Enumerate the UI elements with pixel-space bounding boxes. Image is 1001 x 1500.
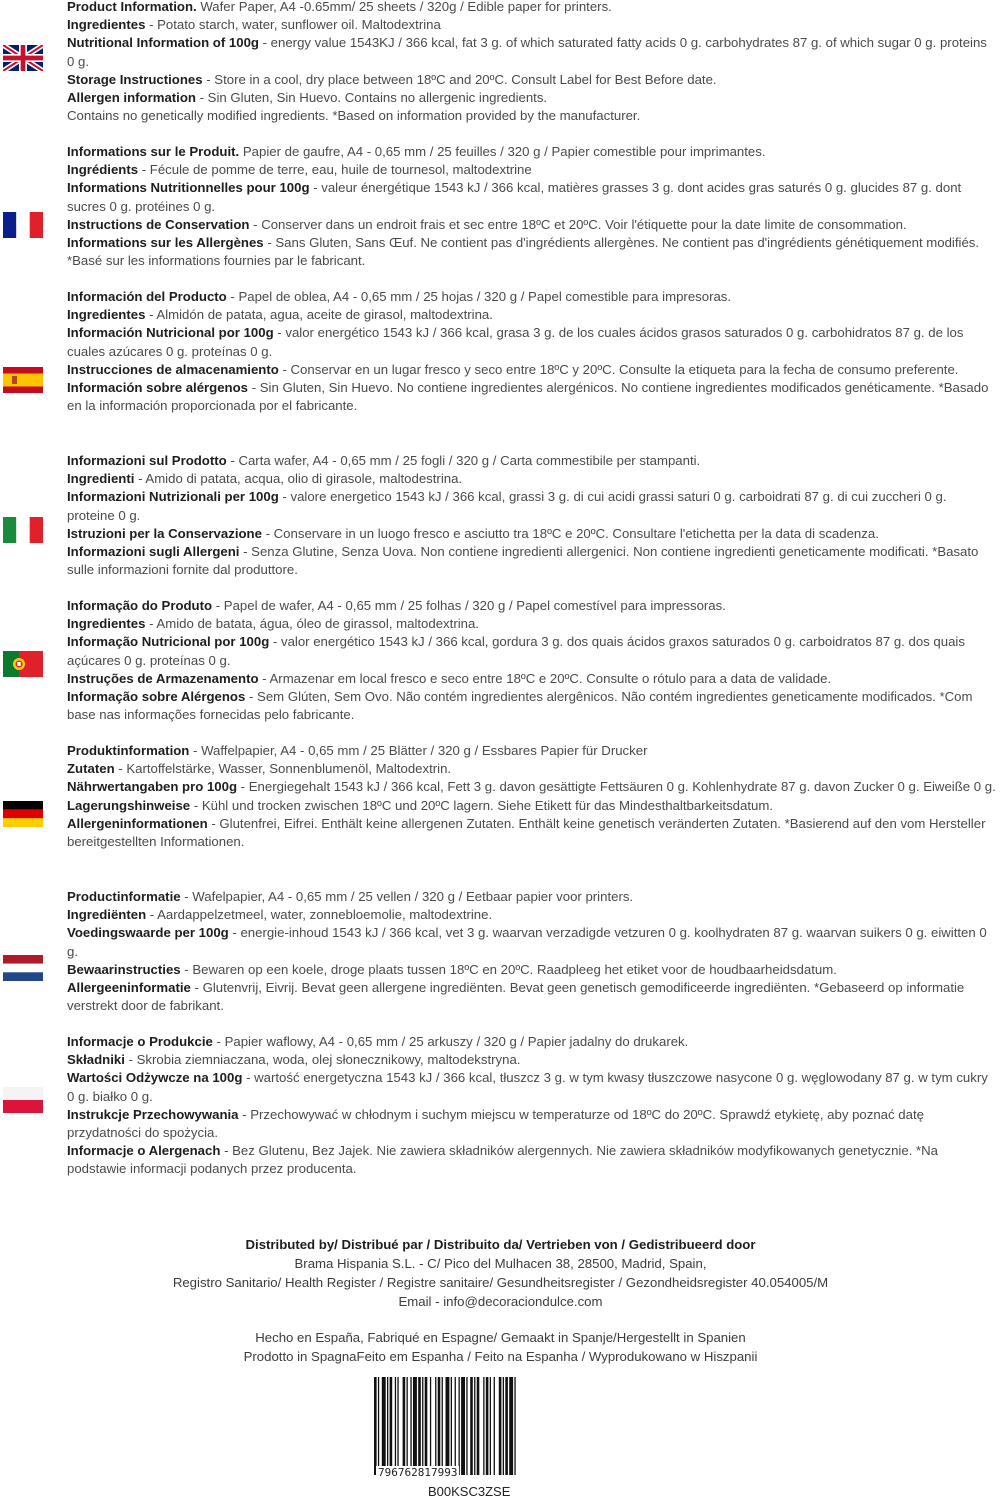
spain-flag-icon [3, 367, 43, 393]
info-text: - Armazenar em local fresco e seco entre 18ºC e 20ºC. Consulte o rótulo para a data de validade. [258, 670, 832, 686]
barcode-bar [499, 1377, 502, 1475]
barcode-bar [390, 1377, 393, 1475]
info-line [67, 16, 997, 34]
info-line [67, 1142, 997, 1178]
barcode-bar [446, 1377, 450, 1475]
info-label: Allergeninformationen [67, 815, 208, 831]
made-in-line-2: Prodotto in SpagnaFeito em Espanha / Feito na Espanha / Wyprodukowano w Hiszpanii [243, 1349, 758, 1364]
info-label: Informação sobre Alérgenos [67, 689, 246, 705]
info-label: Instrucciones de almacenamiento [67, 361, 279, 377]
info-label: Información sobre alérgenos [67, 380, 249, 396]
info-line [67, 179, 997, 215]
info-label: Ingrediënten [67, 907, 147, 923]
info-label: Wartości Odżywcze na 100g [67, 1070, 243, 1086]
info-label: Informação do Produto [67, 598, 213, 613]
product-info-pt [67, 597, 997, 724]
info-text: - Senza Glutine, Senza Uova. Non contiene ingredienti allergenici. Non contiene ingredienti geneticamente modificati. *Basato sulle informazioni fornite dal produttore. [67, 544, 979, 578]
info-line [67, 288, 997, 306]
barcode-bar [459, 1377, 460, 1475]
product-info-fr [67, 143, 997, 270]
info-text: - Przechowywać w chłodnym i suchym miejscu w temperaturze od 18ºC do 20ºC. Sprawdź etykietę, aby poznać datę przydatności do spożycia. [67, 1106, 924, 1141]
info-label: Información del Producto [67, 289, 227, 304]
info-label: Instrukcje Przechowywania [67, 1106, 239, 1122]
info-text: - Papel de wafer, A4 - 0,65 mm / 25 folhas / 320 g / Papel comestível para impressoras. [212, 598, 726, 613]
info-line [67, 979, 997, 1015]
netherlands-flag-icon [3, 955, 43, 981]
info-text: - Amido di patata, acqua, olio di girasole, maltodestrina. [134, 471, 463, 487]
barcode-bar [430, 1377, 431, 1475]
barcode-bar [387, 1377, 388, 1475]
barcode-bar [382, 1377, 386, 1475]
info-label: Ingredientes [67, 307, 146, 323]
info-line [67, 888, 997, 906]
info-label: Instruções de Armazenamento [67, 670, 259, 686]
product-info-pl [67, 1033, 997, 1179]
barcode-bar [442, 1377, 443, 1475]
info-text: - Conservare in un luogo fresco e asciutto tra 18ºC e 20ºC. Consultare l'etichetta per la data di scadenza. [261, 525, 879, 541]
info-line [67, 670, 997, 688]
info-label: Informations sur les Allergènes [67, 235, 264, 251]
info-text: - Glutenfrei, Eifrei. Enthält keine allergenen Zutaten. Enthält keine genetisch veränderten Zutaten. *Basierend auf den vom Hersteller bereitgestellten Informationen. [67, 815, 986, 850]
barcode-bar [461, 1377, 465, 1475]
info-text: - Carta wafer, A4 - 0,65 mm / 25 fogli / 320 g / Carta commestibile per stampanti. [226, 453, 701, 468]
info-line [67, 742, 997, 760]
barcode-bar [509, 1377, 513, 1475]
barcode-bar [494, 1377, 495, 1475]
info-line [67, 71, 997, 89]
info-label: Informacje o Produkcie [67, 1034, 213, 1049]
info-label: Informations Nutritionnelles pour 100g [67, 180, 310, 196]
barcode-bar [374, 1377, 377, 1475]
info-text: - Store in a cool, dry place between 18ºC and 20ºC. Consult Label for Best Before date. [202, 71, 717, 87]
info-label: Informations sur le Produit. [67, 144, 240, 159]
info-line [67, 488, 997, 524]
product-info-es [67, 288, 997, 415]
info-label: Allergeeninformatie [67, 980, 191, 996]
info-line [67, 815, 997, 851]
info-text: Papier de gaufre, A4 - 0,65 mm / 25 feuilles / 320 g / Papier comestible pour imprimantes. [239, 144, 766, 159]
distributed-by-heading: Distributed by/ Distribué par / Distribuito da/ Vertrieben von / Gedistribueerd door [245, 1237, 756, 1252]
info-line [67, 107, 997, 125]
info-text: - energie-inhoud 1543 kJ / 366 kcal, vet 3 g. waarvan verzadigde vetzuren 0 g. koolhydraten 87 g. waarvan suikers 0 g. eiwitten 0 g. [67, 925, 987, 959]
info-label: Istruzioni per la Conservazione [67, 525, 262, 541]
barcode-bar [397, 1377, 398, 1475]
barcode-bar [395, 1377, 396, 1475]
info-label: Informazioni sul Prodotto [67, 453, 227, 468]
info-label: Składniki [67, 1052, 125, 1068]
barcode-bar [407, 1377, 408, 1475]
info-text: - Skrobia ziemniaczana, woda, olej słonecznikowy, maltodekstryna. [124, 1052, 521, 1068]
info-text: - valeur énergétique 1543 kJ / 366 kcal, matières grasses 3 g. dont acides gras saturés 0 g. glucides 87 g. dont sucres 0 g. protéines 0 g. [67, 180, 962, 214]
info-label: Informacje o Alergenach [67, 1143, 221, 1159]
info-text: Wafer Paper, A4 -0.65mm/ 25 sheets / 320g / Edible paper for printers. [196, 0, 612, 14]
info-line [67, 216, 997, 234]
product-code: B00KSC3ZSE [428, 1484, 511, 1499]
info-text: - valore energetico 1543 kJ / 366 kcal, grassi 3 g. di cui acidi grassi saturi 0 g. carboidrati 87 g. di cui zuccheri 0 g. proteine 0 g. [67, 489, 947, 523]
info-text: - Fécule de pomme de terre, eau, huile de tournesol, maltodextrine [138, 162, 532, 178]
barcode-bar [418, 1377, 421, 1475]
info-label: Productinformatie [67, 889, 181, 904]
info-text: - Papier waflowy, A4 - 0,65 mm / 25 arkuszy / 320 g / Papier jadalny do drukarek. [212, 1034, 689, 1049]
info-text: - Bez Glutenu, Bez Jajek. Nie zawiera składników alergennych. Nie zawiera składników modyfikowanych genetycznie. *Na podstawie informacji podanych przez producenta. [67, 1143, 939, 1177]
product-info-nl [67, 888, 997, 1015]
info-text: - Kartoffelstärke, Wasser, Sonnenblumenöl, Maltodextrin. [114, 761, 452, 777]
info-line [67, 234, 997, 270]
barcode-bar [470, 1377, 473, 1475]
uk-flag-icon [3, 45, 43, 71]
barcode-bar [490, 1377, 491, 1475]
germany-flag-icon [3, 801, 43, 827]
info-line [67, 1033, 997, 1051]
info-line [67, 470, 997, 488]
origin-info [0, 1328, 1001, 1366]
made-in-line-1: Hecho en España, Fabriqué en Espagne/ Gemaakt in Spanje/Hergestellt in Spanien [255, 1330, 746, 1345]
info-line [67, 0, 997, 16]
info-label: Zutaten [67, 761, 115, 777]
info-label: Voedingswaarde per 100g [67, 925, 229, 941]
info-text: - Wafelpapier, A4 - 0,65 mm / 25 vellen / 320 g / Eetbaar papier voor printers. [180, 889, 634, 904]
info-line [67, 543, 997, 579]
info-line [67, 161, 997, 179]
info-text: - wartość energetyczna 1543 kJ / 366 kcal, tłuszcz 3 g. w tym kwasy tłuszczowe nasycone 0 g. węglowodany 87 g. w tym cukry 0 g. białko 0 g. [67, 1070, 988, 1104]
info-line [67, 688, 997, 724]
info-text: - Glutenvrij, Eivrij. Bevat geen allergene ingrediënten. Bevat geen genetisch gemodificeerde ingrediënten. *Gebaseerd op informatie verstrekt door de fabrikant. [67, 980, 965, 1014]
info-text: - energy value 1543KJ / 366 kcal, fat 3 g. of which saturated fatty acids 0 g. carbohydrates 87 g. of which sugar 0 g. proteins 0 g. [67, 35, 987, 69]
info-label: Nutritional Information of 100g [67, 35, 259, 51]
info-line [67, 525, 997, 543]
barcode-bar [435, 1377, 436, 1475]
barcode-bar [378, 1377, 379, 1475]
info-line [67, 452, 997, 470]
barcode-bar [477, 1377, 480, 1475]
info-label: Ingrédients [67, 162, 139, 178]
barcode-bar [425, 1377, 428, 1475]
info-label: Allergen information [67, 90, 196, 106]
info-line [67, 1069, 997, 1105]
barcode-bar [514, 1377, 515, 1475]
portugal-flag-icon [3, 651, 43, 677]
info-line [67, 1106, 997, 1142]
info-text: - Papel de oblea, A4 - 0,65 mm / 25 hojas / 320 g / Papel comestible para impresoras. [226, 289, 732, 304]
info-text: - Kühl und trocken zwischen 18ºC und 20ºC lagern. Siehe Etikett für das Mindesthaltbarkeitsdatum. [190, 797, 773, 813]
info-line [67, 924, 997, 960]
info-text: - Sans Gluten, Sans Œuf. Ne contient pas d'ingrédients allergènes. Ne contient pas d'ingrédients génétiquement modifiés. *Basé sur les informations fournies par le fabricant. [67, 235, 980, 269]
product-info-it [67, 452, 997, 579]
info-line [67, 379, 997, 415]
barcode-number: 796762817993 [378, 1466, 458, 1479]
info-line [67, 633, 997, 669]
info-text: - Potato starch, water, sunflower oil. Maltodextrina [145, 17, 441, 33]
info-line [67, 778, 997, 796]
info-text: - Amido de batata, água, óleo de girassol, maltodextrina. [145, 616, 479, 632]
info-line [67, 906, 997, 924]
info-text: - valor energético 1543 kJ / 366 kcal, grasa 3 g. de los cuales ácidos grasos saturados 0 g. carbohidratos 87 g. de los cuales azúcares 0 g. proteínas 0 g. [67, 325, 964, 359]
poland-flag-icon [3, 1087, 43, 1113]
barcode-bar [413, 1377, 417, 1475]
barcode-bar [410, 1377, 411, 1475]
info-line [67, 143, 997, 161]
info-label: Ingredienti [67, 471, 135, 487]
info-label: Product Information. [67, 0, 197, 14]
info-line [67, 306, 997, 324]
info-label: Ingredientes [67, 616, 146, 632]
info-label: Informazioni Nutrizionali per 100g [67, 489, 279, 505]
info-text: - Conservar en un lugar fresco y seco entre 18ºC y 20ºC. Consulte la etiqueta para la fecha de consumo preferente. [278, 361, 959, 377]
contact-email: Email - info@decoraciondulce.com [398, 1294, 603, 1309]
info-label: Nährwertangaben pro 100g [67, 779, 238, 795]
info-line [67, 1051, 997, 1069]
info-line [67, 89, 997, 107]
company-address: Brama Hispania S.L. - C/ Pico del Mulhacen 38, 28500, Madrid, Spain, [294, 1256, 707, 1271]
barcode-bar [403, 1377, 406, 1475]
info-line [67, 615, 997, 633]
barcode-bar [455, 1377, 456, 1475]
info-text: - valor energético 1543 kJ / 366 kcal, gordura 3 g. dos quais ácidos graxos saturados 0 g. carboidratos 87 g. dos quais açúcares 0 g. proteínas 0 g. [67, 634, 965, 668]
product-info-de [67, 742, 997, 851]
info-line [67, 324, 997, 360]
info-text: - Energiegehalt 1543 kJ / 366 kcal, Fett 3 g. davon gesättigte Fettsäuren 0 g. Kohlenhydrate 87 g. davon Zucker 0 g. Eiweiße 0 g. [237, 779, 996, 795]
barcode-bar [474, 1377, 475, 1475]
barcode [372, 1377, 564, 1500]
info-text: - Aardappelzetmeel, water, zonnebloemolie, maltodextrine. [146, 907, 493, 923]
info-line [67, 797, 997, 815]
info-text: - Sem Glúten, Sem Ovo. Não contém ingredientes alergênicos. Não contém ingredientes geneticamente modificados. *Com base nas informações fornecidas pelo fabricante. [67, 689, 973, 723]
barcode-bar [483, 1377, 484, 1475]
info-text: - Conserver dans un endroit frais et sec entre 18ºC et 20ºC. Voir l'étiquette pour la date limite de consommation. [249, 216, 907, 232]
info-text: - Almidón de patata, agua, aceite de girasol, maltodextrina. [145, 307, 493, 323]
info-label: Información Nutricional por 100g [67, 325, 274, 341]
info-label: Instructions de Conservation [67, 216, 250, 232]
info-label: Storage Instructiones [67, 71, 203, 87]
product-info-en [67, 0, 997, 125]
barcode-bar [466, 1377, 467, 1475]
barcode-bar [486, 1377, 489, 1475]
france-flag-icon [3, 212, 43, 238]
info-line [67, 760, 997, 778]
info-text: - Sin Gluten, Sin Huevo. Contains no allergenic ingredients. [195, 90, 548, 106]
italy-flag-icon [3, 517, 43, 543]
info-text: - Bewaren op een koele, droge plaats tussen 18ºC en 20ºC. Raadpleeg het etiket voor de houdbaarheidsdatum. [180, 961, 837, 977]
barcode-bar [438, 1377, 441, 1475]
info-label: Informação Nutricional por 100g [67, 634, 270, 650]
info-label: Bewaarinstructies [67, 961, 181, 977]
info-label: Produktinformation [67, 743, 190, 758]
info-label: Ingredientes [67, 17, 146, 33]
info-line [67, 34, 997, 70]
info-text: - Sin Gluten, Sin Huevo. No contiene ingredientes alergénicos. No contiene ingredientes modificados genéticamente. *Basado en la información proporcionada por el fabricante. [67, 380, 989, 414]
info-line [67, 361, 997, 379]
info-line [67, 597, 997, 615]
barcode-bar [505, 1377, 508, 1475]
info-text: Contains no genetically modified ingredients. *Based on information provided by the manufacturer. [67, 108, 641, 124]
info-line [67, 961, 997, 979]
barcode-bar [503, 1377, 504, 1475]
info-text: - Waffelpapier, A4 - 0,65 mm / 25 Blätter / 320 g / Essbares Papier für Drucker [189, 743, 648, 758]
info-label: Informazioni sugli Allergeni [67, 544, 240, 560]
barcode-bars [372, 1377, 564, 1477]
distributor-info [0, 1235, 1001, 1311]
barcode-bar [422, 1377, 423, 1475]
health-registry: Registro Sanitario/ Health Register / Registre sanitaire/ Gesundheitsregister / Gezondheidsregister 40.054005/M [172, 1275, 829, 1290]
barcode-bar [451, 1377, 452, 1475]
info-label: Lagerungshinweise [67, 797, 191, 813]
